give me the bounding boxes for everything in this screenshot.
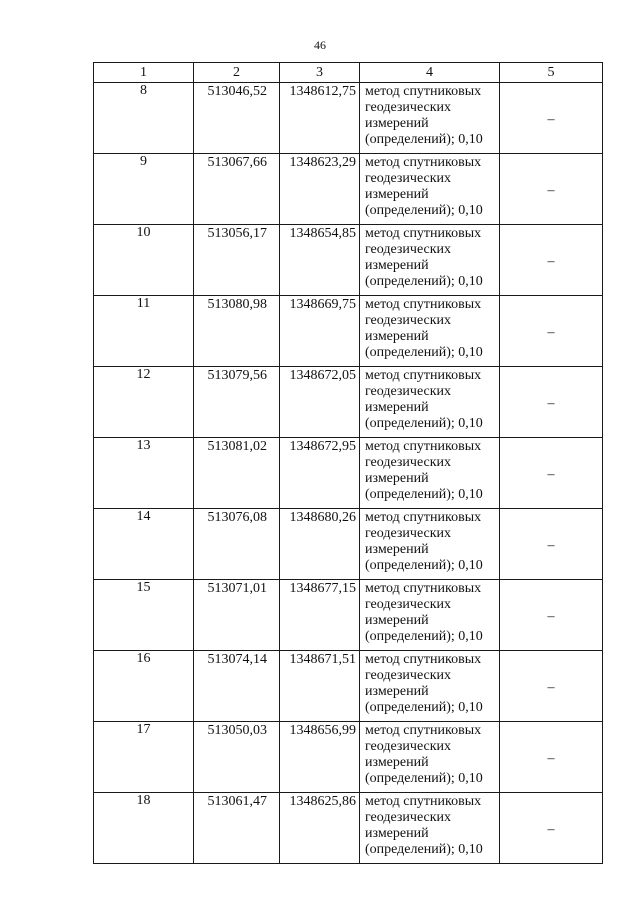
method-cell	[360, 651, 500, 722]
method-line: метод спутниковых	[365, 652, 482, 667]
method-line: (определений); 0,10	[365, 700, 483, 715]
note-cell: –	[500, 580, 603, 651]
point-number-cell: 14	[94, 509, 194, 580]
table-row	[94, 793, 603, 864]
table-row	[94, 296, 603, 367]
y-coordinate-cell: 1348669,75	[280, 296, 360, 367]
method-line: (определений); 0,10	[365, 558, 483, 573]
method-line: измерений	[365, 187, 429, 202]
header-col-5: 5	[500, 63, 603, 83]
y-coordinate-cell: 1348654,85	[280, 225, 360, 296]
method-line: измерений	[365, 400, 429, 415]
table-row	[94, 722, 603, 793]
y-coordinate-cell: 1348656,99	[280, 722, 360, 793]
table-body	[94, 83, 603, 864]
method-line: геодезических	[365, 810, 452, 825]
point-number-cell: 12	[94, 367, 194, 438]
method-line: геодезических	[365, 526, 452, 541]
method-line: геодезических	[365, 100, 452, 115]
method-line: геодезических	[365, 668, 452, 683]
table-row	[94, 367, 603, 438]
note-cell: –	[500, 651, 603, 722]
method-line: (определений); 0,10	[365, 416, 483, 431]
method-line: геодезических	[365, 171, 452, 186]
method-line: измерений	[365, 613, 429, 628]
x-coordinate-cell: 513071,01	[194, 580, 280, 651]
method-line: метод спутниковых	[365, 439, 482, 454]
y-coordinate-cell: 1348612,75	[280, 83, 360, 154]
method-line: измерений	[365, 329, 429, 344]
x-coordinate-cell: 513061,47	[194, 793, 280, 864]
method-line: измерений	[365, 258, 429, 273]
x-coordinate-cell: 513056,17	[194, 225, 280, 296]
y-coordinate-cell: 1348680,26	[280, 509, 360, 580]
method-line: измерений	[365, 542, 429, 557]
x-coordinate-cell: 513046,52	[194, 83, 280, 154]
method-line: (определений); 0,10	[365, 629, 483, 644]
y-coordinate-cell: 1348672,05	[280, 367, 360, 438]
table-row	[94, 651, 603, 722]
point-number-cell: 13	[94, 438, 194, 509]
header-col-1: 1	[94, 63, 194, 83]
method-cell	[360, 83, 500, 154]
method-cell	[360, 722, 500, 793]
table-row	[94, 438, 603, 509]
table-row	[94, 154, 603, 225]
page-number: 46	[314, 38, 326, 52]
method-line: метод спутниковых	[365, 155, 482, 170]
x-coordinate-cell: 513050,03	[194, 722, 280, 793]
x-coordinate-cell: 513080,98	[194, 296, 280, 367]
method-cell	[360, 438, 500, 509]
table-row	[94, 580, 603, 651]
header-col-4: 4	[360, 63, 500, 83]
point-number-cell: 9	[94, 154, 194, 225]
x-coordinate-cell: 513079,56	[194, 367, 280, 438]
method-line: (определений); 0,10	[365, 274, 483, 289]
note-cell: –	[500, 83, 603, 154]
y-coordinate-cell: 1348623,29	[280, 154, 360, 225]
method-line: (определений); 0,10	[365, 487, 483, 502]
method-cell	[360, 509, 500, 580]
note-cell: –	[500, 296, 603, 367]
y-coordinate-cell: 1348672,95	[280, 438, 360, 509]
method-line: метод спутниковых	[365, 84, 482, 99]
header-col-2: 2	[194, 63, 280, 83]
method-line: измерений	[365, 755, 429, 770]
point-number-cell: 16	[94, 651, 194, 722]
method-cell	[360, 225, 500, 296]
header-col-3: 3	[280, 63, 360, 83]
method-cell	[360, 793, 500, 864]
method-cell	[360, 296, 500, 367]
method-line: метод спутниковых	[365, 723, 482, 738]
table-header-row	[94, 63, 603, 83]
method-line: (определений); 0,10	[365, 771, 483, 786]
table-row	[94, 509, 603, 580]
y-coordinate-cell: 1348677,15	[280, 580, 360, 651]
method-line: метод спутниковых	[365, 226, 482, 241]
method-line: геодезических	[365, 597, 452, 612]
method-line: геодезических	[365, 313, 452, 328]
x-coordinate-cell: 513074,14	[194, 651, 280, 722]
method-line: измерений	[365, 826, 429, 841]
method-cell	[360, 367, 500, 438]
method-line: измерений	[365, 471, 429, 486]
method-line: (определений); 0,10	[365, 203, 483, 218]
note-cell: –	[500, 793, 603, 864]
method-line: метод спутниковых	[365, 368, 482, 383]
point-number-cell: 17	[94, 722, 194, 793]
y-coordinate-cell: 1348671,51	[280, 651, 360, 722]
x-coordinate-cell: 513076,08	[194, 509, 280, 580]
method-line: геодезических	[365, 739, 452, 754]
method-line: (определений); 0,10	[365, 345, 483, 360]
note-cell: –	[500, 154, 603, 225]
y-coordinate-cell: 1348625,86	[280, 793, 360, 864]
method-line: метод спутниковых	[365, 510, 482, 525]
method-line: (определений); 0,10	[365, 842, 483, 857]
method-line: (определений); 0,10	[365, 132, 483, 147]
table-row	[94, 83, 603, 154]
note-cell: –	[500, 367, 603, 438]
point-number-cell: 18	[94, 793, 194, 864]
note-cell: –	[500, 722, 603, 793]
note-cell: –	[500, 438, 603, 509]
method-line: геодезических	[365, 242, 452, 257]
point-number-cell: 8	[94, 83, 194, 154]
method-cell	[360, 580, 500, 651]
point-number-cell: 15	[94, 580, 194, 651]
method-cell	[360, 154, 500, 225]
point-number-cell: 11	[94, 296, 194, 367]
note-cell: –	[500, 509, 603, 580]
method-line: метод спутниковых	[365, 581, 482, 596]
method-line: геодезических	[365, 384, 452, 399]
point-number-cell: 10	[94, 225, 194, 296]
method-line: измерений	[365, 116, 429, 131]
x-coordinate-cell: 513081,02	[194, 438, 280, 509]
table-row	[94, 225, 603, 296]
x-coordinate-cell: 513067,66	[194, 154, 280, 225]
method-line: метод спутниковых	[365, 794, 482, 809]
method-line: измерений	[365, 684, 429, 699]
method-line: метод спутниковых	[365, 297, 482, 312]
method-line: геодезических	[365, 455, 452, 470]
note-cell: –	[500, 225, 603, 296]
coordinates-table	[93, 62, 603, 864]
